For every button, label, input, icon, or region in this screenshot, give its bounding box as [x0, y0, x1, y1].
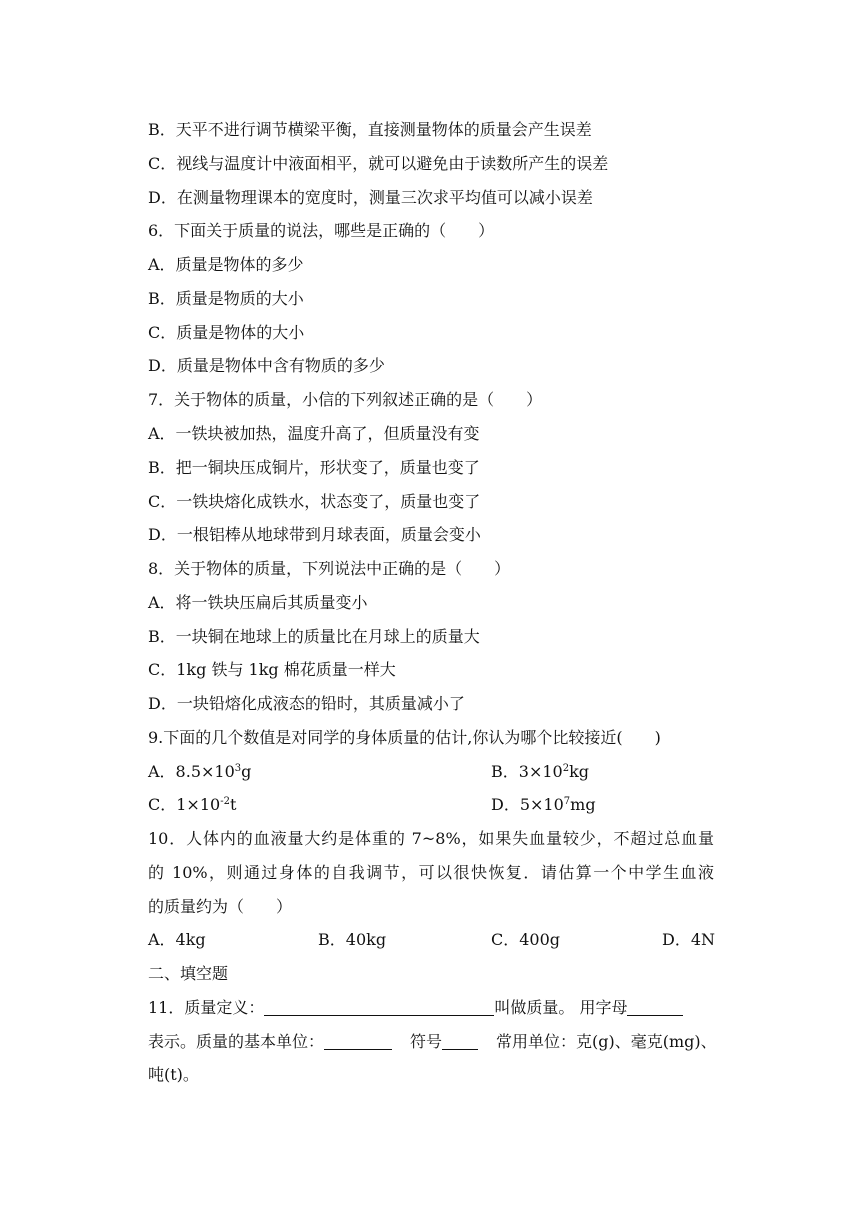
q11-definition-blank[interactable] — [264, 999, 494, 1016]
q8-option-b: B．一块铜在地球上的质量比在月球上的质量大 — [148, 627, 480, 646]
q7-option-c: C．一铁块熔化成铁水，状态变了，质量也变了 — [148, 492, 481, 511]
q11-line1: 11．质量定义： 叫做质量。 用字母 — [148, 998, 714, 1018]
q5-option-b: B．天平不进行调节横梁平衡，直接测量物体的质量会产生误差 — [148, 120, 592, 139]
q11-letter-blank[interactable] — [627, 999, 683, 1016]
q11-line3: 吨(t)。 — [148, 1065, 199, 1084]
q5-option-d: D．在测量物理课本的宽度时，测量三次求平均值可以减小误差 — [148, 188, 593, 207]
q6-stem: 6．下面关于质量的说法，哪些是正确的（ ） — [148, 221, 495, 240]
q7-stem: 7．关于物体的质量，小信的下列叙述正确的是（ ） — [148, 390, 543, 409]
section-heading: 二、填空题 — [148, 964, 229, 983]
q8-option-d: D．一块铅熔化成液态的铅时，其质量减小了 — [148, 694, 465, 713]
q10-stem-line3: 的质量约为（ ） — [148, 897, 293, 916]
q10-option-b: B．40kg — [318, 930, 387, 949]
q7-option-b: B．把一铜块压成铜片，形状变了，质量也变了 — [148, 458, 480, 477]
q11-symbol-blank[interactable] — [442, 1033, 478, 1050]
q10-option-a: A．4kg — [148, 930, 206, 949]
q10-option-d: D．4N — [662, 930, 716, 949]
q6-option-d: D．质量是物体中含有物质的多少 — [148, 356, 385, 375]
q9-stem: 9.下面的几个数值是对同学的身体质量的估计,你认为哪个比较接近( ) — [148, 728, 661, 747]
q5-option-c: C．视线与温度计中液面相平，就可以避免由于读数所产生的误差 — [148, 154, 609, 173]
q6-option-a: A．质量是物体的多少 — [148, 255, 304, 274]
q9-option-d: D．$5\times 10^7mg$ — [491, 795, 596, 814]
q9-option-c: C．$1\times 10^{-2}t$ — [148, 795, 237, 814]
q8-stem: 8．关于物体的质量，下列说法中正确的是（ ） — [148, 559, 511, 578]
q10-stem-line1: 10．人体内的血液量大约是体重的 7~8%，如果失血量较少，不超过总血量 — [148, 829, 714, 848]
q10-option-c: C．400g — [491, 930, 561, 949]
q9-option-a: A．$8.5\times 10^3g$ — [148, 762, 252, 781]
q11-unit-blank[interactable] — [324, 1033, 392, 1050]
q8-option-a: A．将一铁块压扁后其质量变小 — [148, 593, 368, 612]
q8-option-c: C．1kg 铁与 1kg 棉花质量一样大 — [148, 660, 396, 679]
q9-option-b: B．$3\times 10^2kg$ — [491, 762, 590, 781]
q10-stem-line2: 的 10%，则通过身体的自我调节，可以很快恢复．请估算一个中学生血液 — [148, 863, 714, 882]
q6-option-c: C．质量是物体的大小 — [148, 323, 305, 342]
q11-line2: 表示。质量的基本单位： 符号 常用单位：克(g)、毫克(mg)、 — [148, 1032, 717, 1051]
q6-option-b: B．质量是物质的大小 — [148, 289, 304, 308]
q7-option-d: D．一根铝棒从地球带到月球表面，质量会变小 — [148, 525, 481, 544]
q7-option-a: A．一铁块被加热，温度升高了，但质量没有变 — [148, 424, 480, 443]
